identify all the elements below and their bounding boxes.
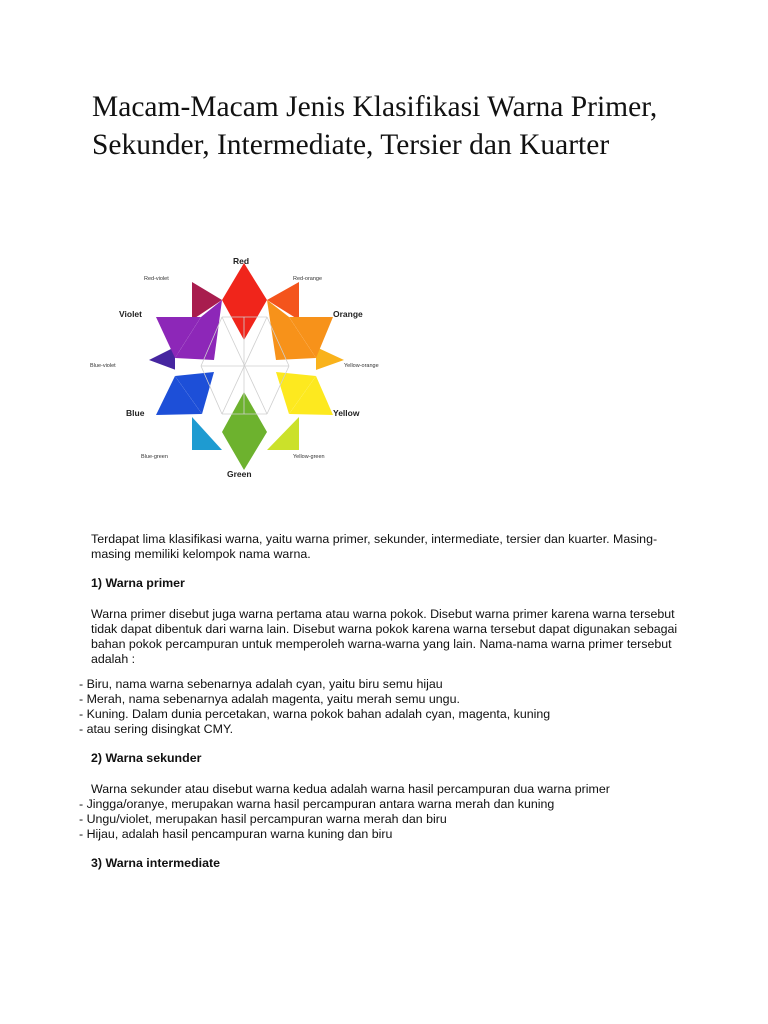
label-blue-green: Blue-green — [141, 454, 168, 460]
list-item: - Jingga/oranye, merupakan warna hasil percampuran antara warna merah dan kuning — [79, 797, 679, 812]
color-wheel-graphic — [86, 220, 402, 520]
label-green: Green — [227, 469, 252, 479]
section-heading-intermediate: 3) Warna intermediate — [91, 856, 220, 870]
intro-paragraph: Terdapat lima klasifikasi warna, yaitu warna primer, sekunder, intermediate, tersier dan kuarter. Masing-masing memiliki kelompok nama warna. — [91, 532, 658, 561]
label-yellow: Yellow — [333, 408, 360, 418]
label-orange: Orange — [333, 309, 363, 319]
secondary-color-list — [79, 797, 679, 842]
list-item: - Kuning. Dalam dunia percetakan, warna pokok bahan adalah cyan, magenta, kuning — [79, 707, 679, 722]
secondary-paragraph: Warna sekunder atau disebut warna kedua adalah warna hasil percampuran dua warna primer — [91, 782, 610, 796]
label-blue: Blue — [126, 408, 145, 418]
green-point — [222, 432, 267, 470]
list-item: - Merah, nama sebenarnya adalah magenta, yaitu merah semu ungu. — [79, 692, 679, 707]
primary-color-list — [79, 677, 679, 737]
label-red-violet: Red-violet — [144, 276, 169, 282]
label-yellow-orange: Yellow-orange — [344, 363, 379, 369]
color-wheel-figure — [86, 220, 402, 520]
list-item: - atau sering disingkat CMY. — [79, 722, 679, 737]
label-yellow-green: Yellow-green — [293, 454, 325, 460]
label-red: Red — [233, 256, 250, 266]
label-blue-violet: Blue-violet — [90, 363, 116, 369]
article-body — [86, 532, 691, 871]
list-item: - Hijau, adalah hasil pencampuran warna kuning dan biru — [79, 827, 679, 842]
section-heading-secondary: 2) Warna sekunder — [91, 751, 202, 765]
label-violet: Violet — [119, 309, 142, 319]
list-item: - Biru, nama warna sebenarnya adalah cyan, yaitu biru semu hijau — [79, 677, 679, 692]
list-item: - Ungu/violet, merupakan hasil percampuran warna merah dan biru — [79, 812, 679, 827]
red-point — [222, 263, 267, 300]
label-red-orange: Red-orange — [293, 276, 323, 282]
section-heading-primary: 1) Warna primer — [91, 576, 185, 590]
primary-paragraph: Warna primer disebut juga warna pertama atau warna pokok. Disebut warna primer karena warna tersebut tidak dapat dibentuk dari warna lain. Disebut warna pokok karena warna tersebut dapat digunakan sebagai bahan pokok percampuran untuk memperoleh warna-warna yang lain. Nama-nama warna primer tersebut adalah : — [91, 607, 678, 666]
page-title: Macam-Macam Jenis Klasifikasi Warna Primer, Sekunder, Intermediate, Tersier dan Kuarter — [92, 91, 658, 161]
